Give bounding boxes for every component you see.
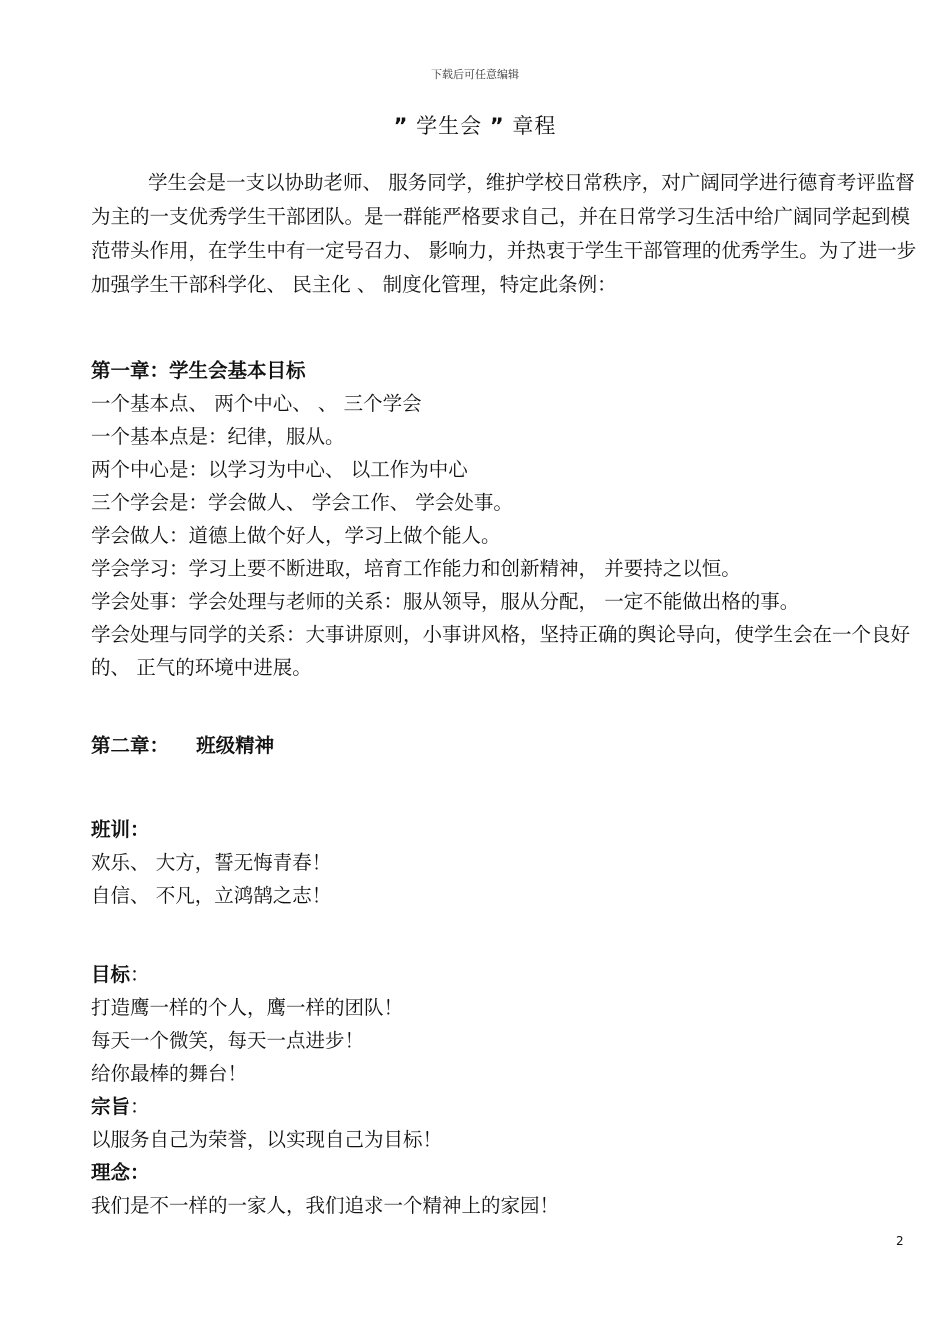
title-quote-close: ” (489, 114, 505, 138)
chapter-1 (91, 354, 921, 684)
purpose-label (91, 1090, 921, 1123)
philosophy-line: 我们是不一样的一家人，我们追求一个精神上的家园！ (91, 1194, 560, 1217)
purpose-line: 以服务自己为荣誉，以实现自己为目标！ (91, 1128, 443, 1151)
title-text: 学生会 (416, 114, 483, 138)
document-title (0, 110, 950, 140)
goal-label (91, 958, 921, 991)
intro-paragraph: 学生会是一支以协助老师、 服务同学，维护学校日常秩序，对广阔同学进行德育考评监督为主的一支优秀学生干部团队。是一群能严格要求自己，并在日常学习生活中给广阔同学起到模范带头作用，在学生中有一定号召力、 影响力，并热衷于学生干部管理的优秀学生。为了进一步加强学生干部科学化、 民主化 、 制度化管理，特定此条例： (91, 171, 917, 296)
chapter-2-heading-block (91, 729, 921, 762)
page-number: 2 (896, 1234, 904, 1248)
chapter-1-line: 学会处理与同学的关系：大事讲原则，小事讲风格，坚持正确的舆论导向，使学生会在一个良好的、 正气的环境中进展。 (91, 623, 911, 679)
title-suffix: 章程 (512, 114, 557, 138)
motto-line: 欢乐、 大方，誓无悔青春！ (91, 851, 332, 874)
philosophy-label: 理念： (91, 1161, 150, 1184)
goal-line: 给你最棒的舞台！ (91, 1062, 248, 1085)
goal-section (91, 958, 921, 1222)
chapter-1-line: 两个中心是：以学习为中心、 以工作为中心 (91, 458, 468, 481)
motto-section (91, 813, 921, 912)
goal-line: 每天一个微笑，每天一点进步！ (91, 1029, 365, 1052)
chapter-1-line: 学会做人：道德上做个好人，学习上做个能人。 (91, 524, 501, 547)
header-note: 下载后可任意编辑 (431, 68, 519, 81)
chapter-1-heading: 第一章：学生会基本目标 (91, 359, 306, 382)
purpose-label-text: 宗旨 (91, 1095, 131, 1118)
goal-label-colon: ： (130, 963, 150, 986)
chapter-1-line: 一个基本点、 两个中心、 、 三个学会 (91, 392, 422, 415)
chapter-1-line: 一个基本点是：纪律，服从。 (91, 425, 345, 448)
goal-label-text: 目标 (91, 963, 131, 986)
chapter-1-line: 三个学会是：学会做人、 学会工作、 学会处事。 (91, 491, 513, 514)
title-quote-open: ” (393, 114, 409, 138)
purpose-label-colon: ： (130, 1095, 150, 1118)
motto-label: 班训： (91, 818, 150, 841)
chapter-2-heading: 第二章： 班级精神 (91, 734, 275, 757)
chapter-1-line: 学会学习：学习上要不断进取，培育工作能力和创新精神， 并要持之以恒。 (91, 557, 741, 580)
chapter-1-line: 学会处事：学会处理与老师的关系：服从领导，服从分配， 一定不能做出格的事。 (91, 590, 800, 613)
motto-line: 自信、 不凡，立鸿鹄之志！ (91, 884, 332, 907)
goal-line: 打造鹰一样的个人，鹰一样的团队！ (91, 996, 404, 1019)
